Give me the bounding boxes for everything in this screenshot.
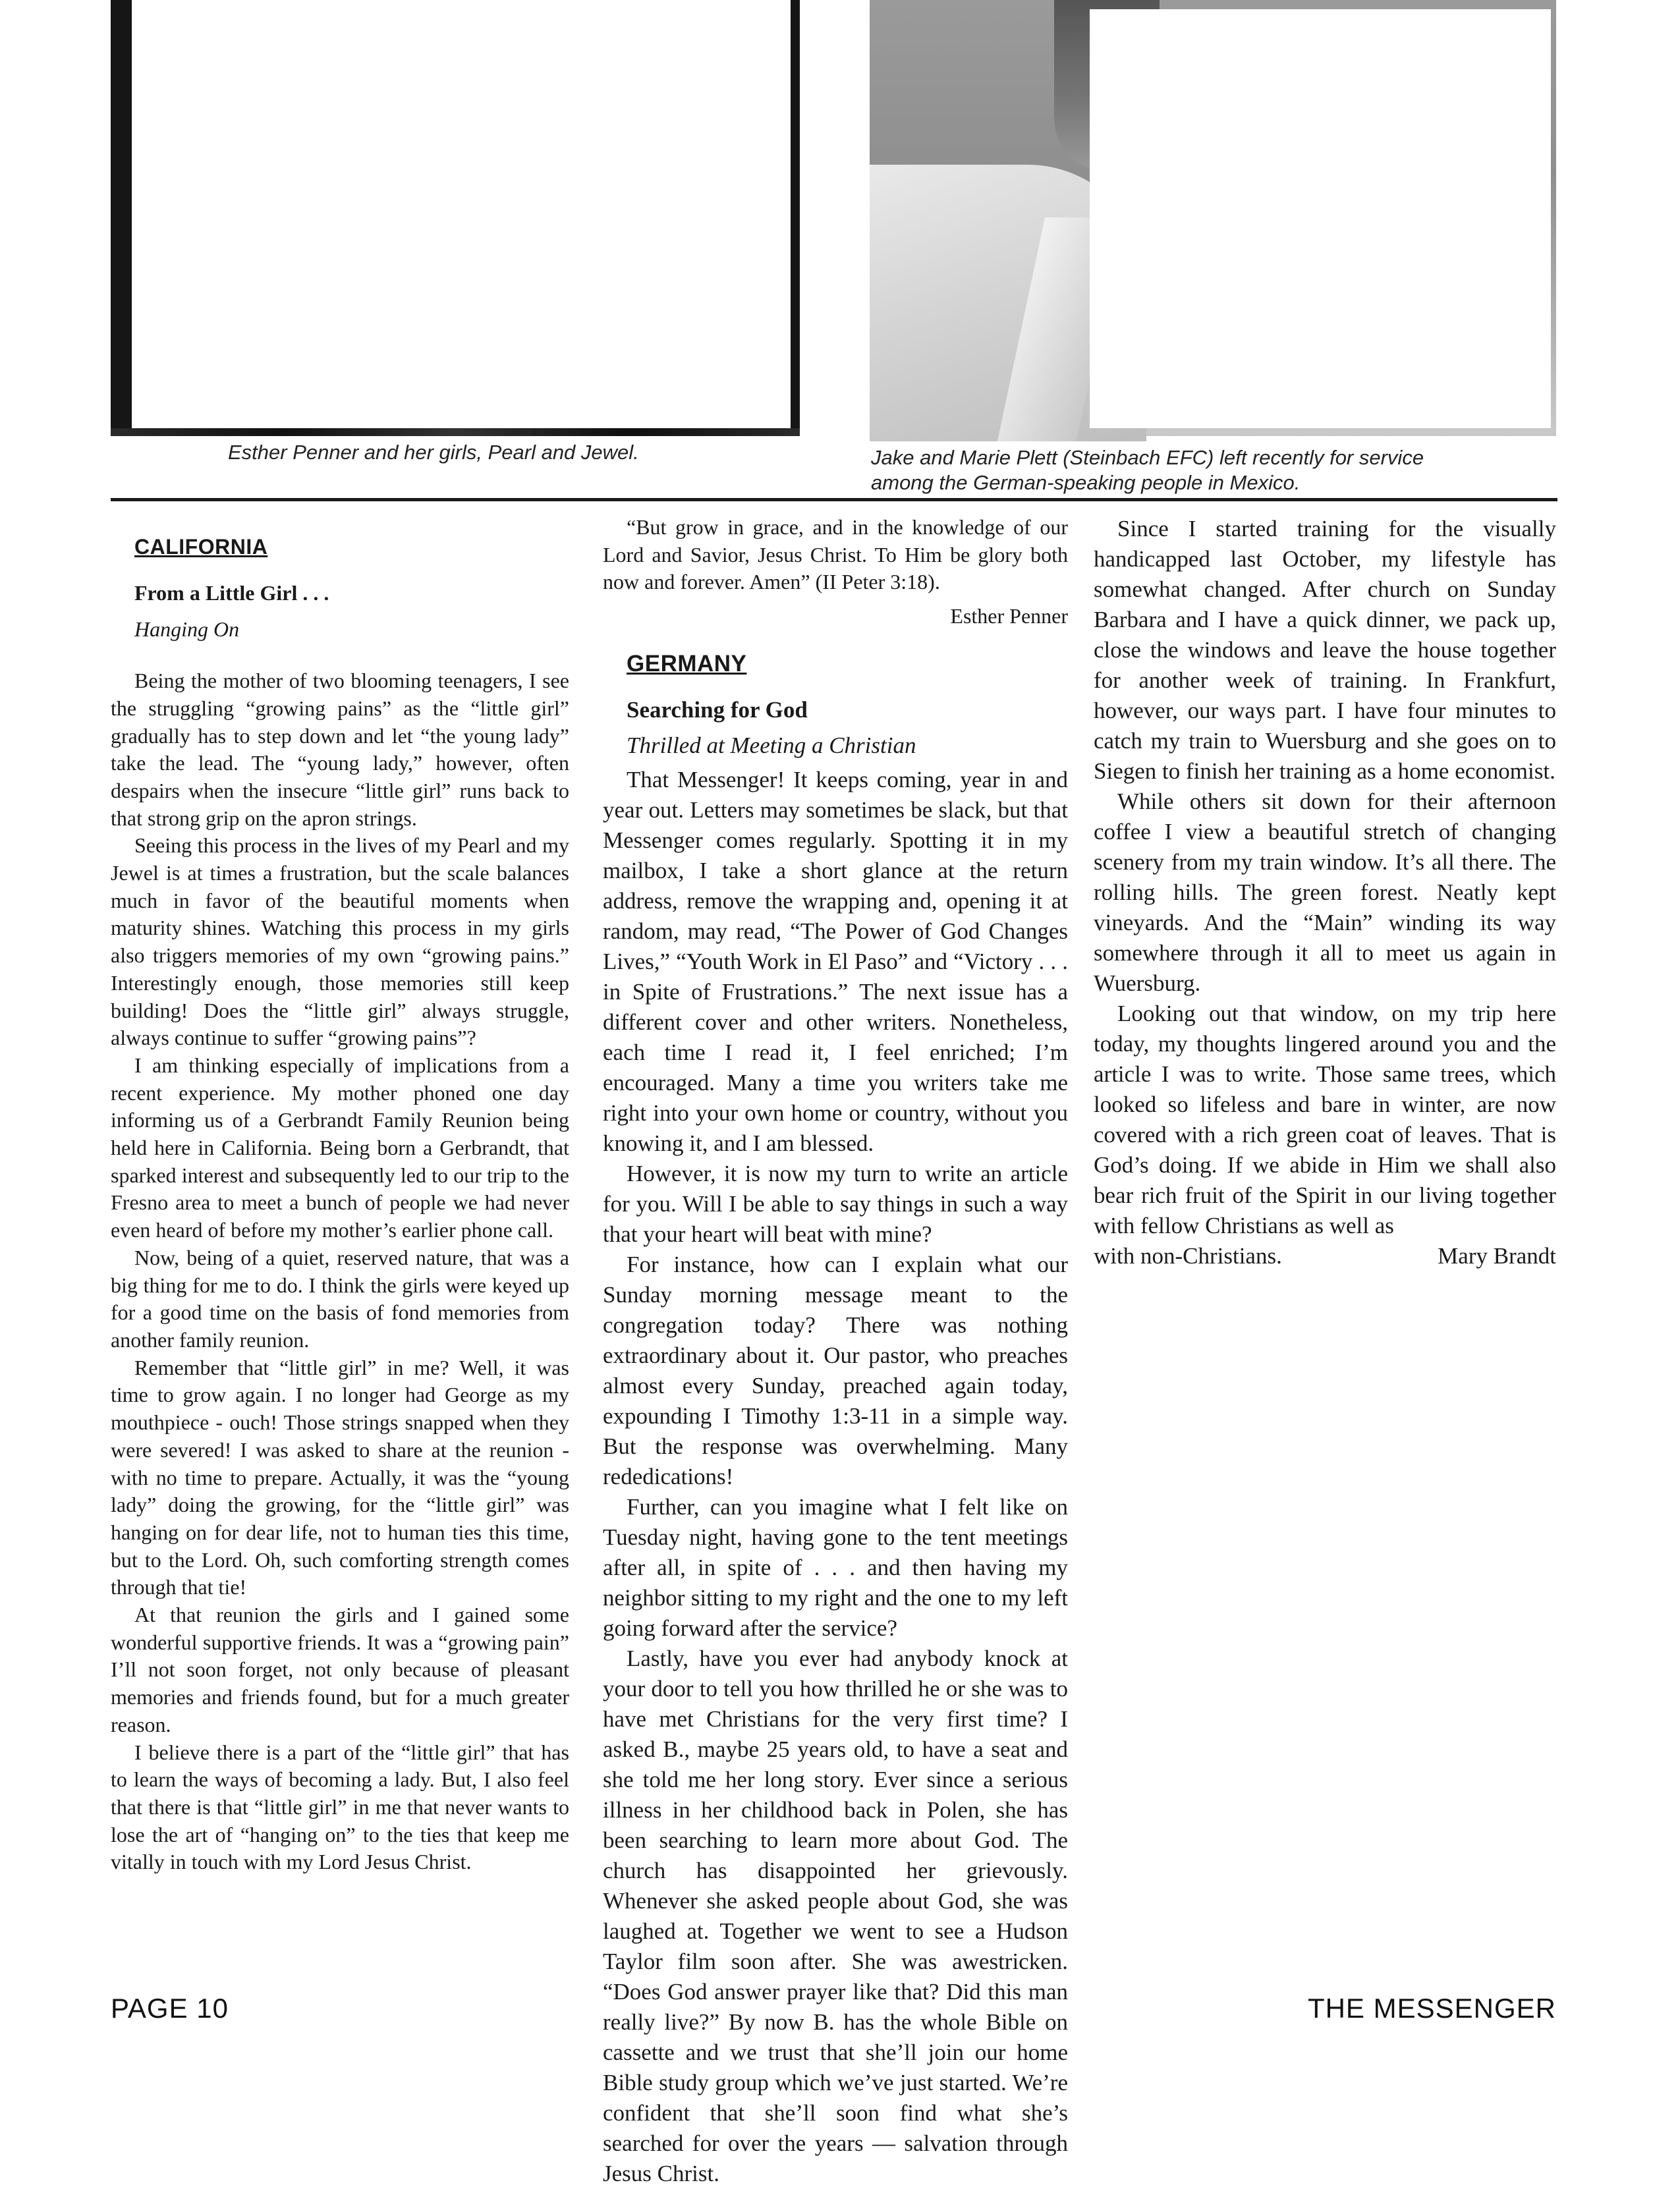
right-photo-caption [871,445,1424,495]
column-2 [603,514,1068,2186]
paragraph-end: with non-Christians. [1094,1243,1282,1269]
paragraph: For instance, how can I explain what our Sunday morning message meant to the congregation today? There was nothing extraordinary about it. Our pastor, who preaches almost every Sunday, preached again today, expounding I Timothy 1:3-11 in a simple way. But the response was overwhelming. Many rededications! [603,1251,1068,1489]
photo-plett-couple [870,0,1556,436]
paragraph: While others sit down for their afternoon coffee I view a beautiful stretch of changing scenery from my train window. It’s all there. The rolling hills. The green forest. Neatly kept vineyards. And the “Main” winding its way somewhere through it all to meet us again in Wuersburg. [1094,789,1556,996]
right-caption-line: Jake and Marie Plett (Steinbach EFC) left recently for service [871,446,1424,469]
article-title-little-girl: From a Little Girl . . . [134,580,329,605]
photo-redacted-area [1090,9,1551,428]
paragraph: Looking out that window, on my trip here today, my thoughts lingered around you and the article I was to write. Those same trees, which looked so lifeless and bare in winter, are now covered with a rich green coat of leaves. That is God’s doing. If we abide in Him we shall also bear rich fruit of the Spirit in our living together with fellow Christians as well as [1094,1001,1556,1238]
publication-name: THE MESSENGER [1307,1993,1556,2024]
right-caption-line: among the German-speaking people in Mexico. [871,471,1301,494]
horizontal-divider [111,498,1557,501]
region-heading-germany: GERMANY [627,650,747,677]
author-signature: Esther Penner [950,604,1068,628]
paragraph: Remember that “little girl” in me? Well, it was time to grow again. I no longer had George as my mouthpiece - ouch! Those strings snapped when they were severed! I was asked to share at the reunion - with no time to prepare. Actually, it was the “young lady” doing the growing, for the “little girl” was hanging on for dear life, not to human ties this time, but to the Lord. Oh, such comforting strength comes through that tie! [111,1355,569,1599]
article-title-searching-for-god: Searching for God [627,696,808,723]
paragraph: Seeing this process in the lives of my Pearl and my Jewel is at times a frustration, but the scale balances much in favor of the beautiful moments when maturity shines. Watching this process in my girls also triggers memories of my own “growing pains.” Interestingly enough, those memories still keep building! Does the “little girl” always struggle, always continue to suffer “growing pains”? [111,833,569,1050]
paragraph: Now, being of a quiet, reserved nature, that was a big thing for me to do. I think the girls were keyed up for a good time on the basis of fond memories from another family reunion. [111,1245,569,1352]
paragraph: I believe there is a part of the “little girl” that has to learn the ways of becoming a lady. But, I also feel that there is that “little girl” in me that never wants to lose the art of “hanging on” to the ties that keep me vitally in touch with my Lord Jesus Christ. [111,1740,569,1874]
left-photo-caption: Esther Penner and her girls, Pearl and Jewel. [228,441,639,464]
column-1 [111,514,569,1984]
photo-redacted-area [132,0,791,428]
paragraph: Lastly, have you ever had anybody knock at your door to tell you how thrilled he or she was to have met Christians for the very first time? I asked B., maybe 25 years old, to have a seat and she told me her long story. Ever since a serious illness in her childhood back in Polen, she has been searching to learn more about God. The church has disappointed her grievously. Whenever she asked people about God, she was laughed at. Together we went to see a Hudson Taylor film soon after. She was awestricken. “Does God answer prayer like that? Did this man really live?” By now B. has the whole Bible on cassette and we trust that she’ll join our home Bible study group which we’ve just started. We’re confident that she’ll soon find what she’s searched for over the years — salvation through Jesus Christ. [603,1645,1068,2186]
paragraph: “But grow in grace, and in the knowledge of our Lord and Savior, Jesus Christ. To Him be glory both now and forever. Amen” (II Peter 3:18). [603,515,1068,594]
article-subtitle-thrilled: Thrilled at Meeting a Christian [627,732,916,758]
page-number: PAGE 10 [111,1993,229,2024]
paragraph: That Messenger! It keeps coming, year in and year out. Letters may sometimes be slack, but that Messenger comes regularly. Spotting it in my mailbox, I take a short glance at the return address, remove the wrapping and, opening it at random, may read, “The Power of God Changes Lives,” “Youth Work in El Paso” and “Victory . . . in Spite of Frustrations.” The next issue has a different cover and other writers. Nonetheless, each time I read it, I feel enriched; I’m encouraged. Many a time you writers take me right into your own home or country, without you knowing it, and I am blessed. [603,766,1068,1156]
paragraph: Since I started training for the visually handicapped last October, my lifestyle has somewhat changed. After church on Sunday Barbara and I have a quick dinner, we pack up, close the windows and leave the house together for another week of training. In Frankfurt, however, our ways part. I have four minutes to catch my train to Wuersburg and she goes on to Siegen to finish her training as a home economist. [1094,516,1556,784]
paragraph: At that reunion the girls and I gained some wonderful supportive friends. It was a “growing pain” I’ll not soon forget, not only because of pleasant memories and friends found, but for a much greater reason. [111,1603,569,1736]
photo-penner-family [111,0,800,436]
author-signature: Mary Brandt [1438,1243,1556,1269]
paragraph: I am thinking especially of implications from a recent experience. My mother phoned one day informing us of a Gerbrandt Family Reunion being held here in California. Being born a Gerbrandt, that sparked interest and subsequently led to our trip to the Fresno area to meet a bunch of people we had never even heard of before my mother’s earlier phone call. [111,1053,569,1242]
closing-line [1094,1241,1556,1271]
paragraph: Further, can you imagine what I felt like on Tuesday night, having gone to the tent meetings after all, in spite of . . . and then having my neighbor sitting to my right and the one to my left going forward after the service? [603,1493,1068,1641]
article-subtitle-hanging-on: Hanging On [134,617,240,642]
column-3 [1094,514,1556,1984]
photo-border [111,428,800,436]
paragraph: However, it is now my turn to write an article for you. Will I be able to say things in such a way that your heart will beat with mine? [603,1160,1068,1247]
region-heading-california: CALIFORNIA [134,535,268,559]
paragraph: Being the mother of two blooming teenagers, I see the struggling “growing pains” as the “little girl” gradually has to step down and let “the young lady” take the lead. The “young lady,” however, often despairs when the insecure “little girl” runs back to that strong grip on the apron strings. [111,669,569,830]
